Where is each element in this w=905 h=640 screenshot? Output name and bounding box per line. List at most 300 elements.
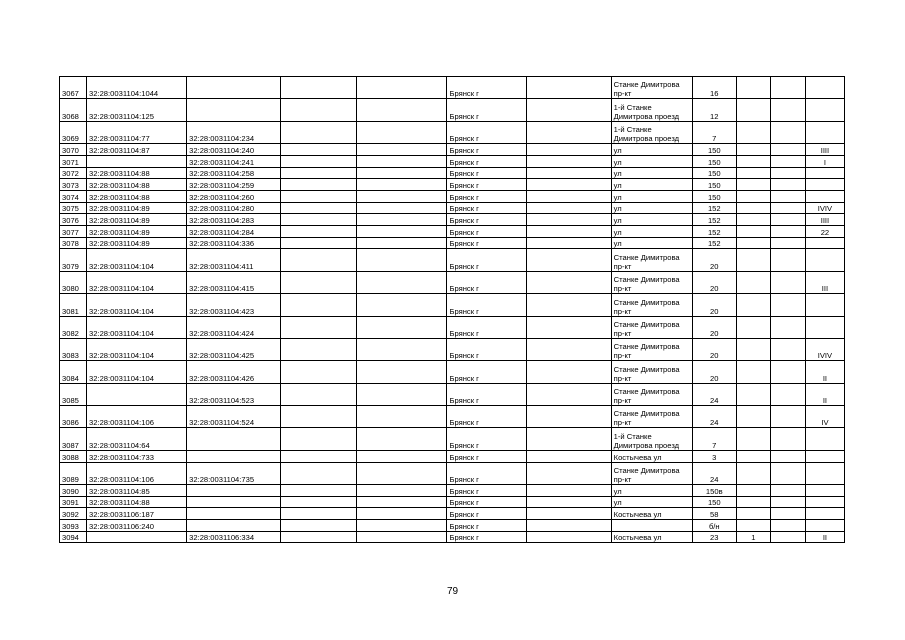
cell-col7 xyxy=(526,462,611,484)
row-number: 3071 xyxy=(60,155,87,167)
cadastral-number: 32:28:0031104:88 xyxy=(87,167,187,179)
cell-col5 xyxy=(357,237,447,249)
street-name: 1-й Станке Димитрова проезд xyxy=(611,428,692,450)
table-row xyxy=(60,462,845,484)
linked-cadastral-number: 32:28:0031104:735 xyxy=(187,462,281,484)
cell-col10 xyxy=(736,155,770,167)
house-number: 150 xyxy=(692,496,736,508)
house-number: 150в xyxy=(692,484,736,496)
row-number: 3070 xyxy=(60,144,87,156)
row-number: 3081 xyxy=(60,294,87,316)
city-name: Брянск г xyxy=(447,508,526,520)
cadastral-number: 32:28:0031104:104 xyxy=(87,271,187,293)
city-name: Брянск г xyxy=(447,361,526,383)
cell-col12 xyxy=(805,508,844,520)
cell-col7 xyxy=(526,383,611,405)
cell-col12: IIII xyxy=(805,144,844,156)
row-number: 3068 xyxy=(60,99,87,121)
linked-cadastral-number: 32:28:0031106:334 xyxy=(187,531,281,543)
linked-cadastral-number: 32:28:0031104:523 xyxy=(187,383,281,405)
table-row xyxy=(60,383,845,405)
cell-col11 xyxy=(770,237,805,249)
cadastral-number: 32:28:0031104:88 xyxy=(87,190,187,202)
row-number: 3072 xyxy=(60,167,87,179)
house-number: 152 xyxy=(692,225,736,237)
row-number: 3089 xyxy=(60,462,87,484)
cell-col12 xyxy=(805,190,844,202)
cell-col10 xyxy=(736,237,770,249)
cell-col11 xyxy=(770,155,805,167)
row-number: 3067 xyxy=(60,77,87,99)
row-number: 3091 xyxy=(60,496,87,508)
cell-col7 xyxy=(526,271,611,293)
row-number: 3075 xyxy=(60,202,87,214)
cell-col5 xyxy=(357,406,447,428)
cadastral-number: 32:28:0031106:240 xyxy=(87,520,187,532)
house-number: 24 xyxy=(692,462,736,484)
cell-col7 xyxy=(526,294,611,316)
linked-cadastral-number: 32:28:0031104:415 xyxy=(187,271,281,293)
cell-col11 xyxy=(770,167,805,179)
cell-col7 xyxy=(526,167,611,179)
cell-col4 xyxy=(281,496,357,508)
city-name: Брянск г xyxy=(447,121,526,143)
cell-col5 xyxy=(357,77,447,99)
cell-col5 xyxy=(357,167,447,179)
cadastral-number: 32:28:0031104:106 xyxy=(87,462,187,484)
house-number: б/н xyxy=(692,520,736,532)
house-number: 12 xyxy=(692,99,736,121)
cell-col5 xyxy=(357,484,447,496)
street-name: 1-й Станке Димитрова проезд xyxy=(611,99,692,121)
house-number: 7 xyxy=(692,428,736,450)
cell-col11 xyxy=(770,179,805,191)
street-name: Костычева ул xyxy=(611,508,692,520)
cell-col12 xyxy=(805,99,844,121)
cell-col10 xyxy=(736,214,770,226)
cell-col4 xyxy=(281,338,357,360)
table-row xyxy=(60,496,845,508)
cadastral-number xyxy=(87,383,187,405)
house-number: 7 xyxy=(692,121,736,143)
cell-col4 xyxy=(281,294,357,316)
table-row xyxy=(60,271,845,293)
linked-cadastral-number: 32:28:0031104:258 xyxy=(187,167,281,179)
house-number: 20 xyxy=(692,249,736,271)
cell-col10 xyxy=(736,225,770,237)
city-name: Брянск г xyxy=(447,294,526,316)
street-name: Костычева ул xyxy=(611,531,692,543)
cell-col4 xyxy=(281,520,357,532)
cell-col12 xyxy=(805,77,844,99)
house-number: 150 xyxy=(692,155,736,167)
street-name: ул xyxy=(611,496,692,508)
cell-col5 xyxy=(357,428,447,450)
cell-col12 xyxy=(805,316,844,338)
table-row xyxy=(60,508,845,520)
cell-col7 xyxy=(526,225,611,237)
house-number: 23 xyxy=(692,531,736,543)
cell-col7 xyxy=(526,520,611,532)
cell-col10 xyxy=(736,316,770,338)
linked-cadastral-number xyxy=(187,99,281,121)
cadastral-number: 32:28:0031104:88 xyxy=(87,496,187,508)
street-name: Станке Димитрова пр-кт xyxy=(611,77,692,99)
cell-col11 xyxy=(770,316,805,338)
row-number: 3082 xyxy=(60,316,87,338)
city-name: Брянск г xyxy=(447,77,526,99)
linked-cadastral-number xyxy=(187,484,281,496)
cell-col11 xyxy=(770,520,805,532)
house-number: 16 xyxy=(692,77,736,99)
city-name: Брянск г xyxy=(447,271,526,293)
row-number: 3069 xyxy=(60,121,87,143)
cell-col7 xyxy=(526,190,611,202)
table-row xyxy=(60,225,845,237)
cell-col4 xyxy=(281,190,357,202)
row-number: 3078 xyxy=(60,237,87,249)
cell-col7 xyxy=(526,179,611,191)
cell-col11 xyxy=(770,225,805,237)
linked-cadastral-number xyxy=(187,496,281,508)
table-row xyxy=(60,361,845,383)
city-name: Брянск г xyxy=(447,428,526,450)
cell-col11 xyxy=(770,144,805,156)
cell-col7 xyxy=(526,450,611,462)
table-row xyxy=(60,77,845,99)
cell-col5 xyxy=(357,225,447,237)
cell-col11 xyxy=(770,428,805,450)
cell-col5 xyxy=(357,271,447,293)
cell-col11 xyxy=(770,496,805,508)
city-name: Брянск г xyxy=(447,179,526,191)
cell-col10: 1 xyxy=(736,531,770,543)
house-number: 150 xyxy=(692,144,736,156)
cell-col4 xyxy=(281,462,357,484)
street-name: ул xyxy=(611,167,692,179)
cell-col11 xyxy=(770,202,805,214)
table-row xyxy=(60,428,845,450)
table-row xyxy=(60,520,845,532)
cell-col10 xyxy=(736,338,770,360)
street-name: Станке Димитрова пр-кт xyxy=(611,383,692,405)
cadastral-number: 32:28:0031104:89 xyxy=(87,225,187,237)
street-name: ул xyxy=(611,214,692,226)
cell-col4 xyxy=(281,531,357,543)
house-number: 152 xyxy=(692,202,736,214)
city-name: Брянск г xyxy=(447,496,526,508)
linked-cadastral-number: 32:28:0031104:260 xyxy=(187,190,281,202)
cell-col7 xyxy=(526,121,611,143)
table-row xyxy=(60,406,845,428)
cell-col7 xyxy=(526,338,611,360)
cadastral-number xyxy=(87,531,187,543)
cell-col5 xyxy=(357,99,447,121)
house-number: 150 xyxy=(692,190,736,202)
cell-col12: IIII xyxy=(805,214,844,226)
cadastral-number: 32:28:0031106:187 xyxy=(87,508,187,520)
house-number: 20 xyxy=(692,271,736,293)
cell-col12 xyxy=(805,121,844,143)
cell-col4 xyxy=(281,77,357,99)
cell-col10 xyxy=(736,484,770,496)
cell-col12: IVIV xyxy=(805,338,844,360)
cell-col5 xyxy=(357,179,447,191)
linked-cadastral-number: 32:28:0031104:426 xyxy=(187,361,281,383)
cell-col12: II xyxy=(805,531,844,543)
cadastral-number: 32:28:0031104:77 xyxy=(87,121,187,143)
cell-col4 xyxy=(281,361,357,383)
street-name: ул xyxy=(611,225,692,237)
cell-col10 xyxy=(736,450,770,462)
house-number: 20 xyxy=(692,294,736,316)
linked-cadastral-number: 32:28:0031104:411 xyxy=(187,249,281,271)
house-number: 20 xyxy=(692,361,736,383)
cell-col12 xyxy=(805,294,844,316)
street-name: ул xyxy=(611,155,692,167)
house-number: 150 xyxy=(692,179,736,191)
cadastral-number: 32:28:0031104:125 xyxy=(87,99,187,121)
linked-cadastral-number: 32:28:0031104:234 xyxy=(187,121,281,143)
table-row xyxy=(60,121,845,143)
table-row xyxy=(60,167,845,179)
table-row xyxy=(60,249,845,271)
cell-col11 xyxy=(770,361,805,383)
table-row xyxy=(60,214,845,226)
street-name: ул xyxy=(611,190,692,202)
cell-col5 xyxy=(357,508,447,520)
city-name: Брянск г xyxy=(447,190,526,202)
street-name: 1-й Станке Димитрова проезд xyxy=(611,121,692,143)
cell-col7 xyxy=(526,508,611,520)
cell-col7 xyxy=(526,484,611,496)
cell-col11 xyxy=(770,271,805,293)
row-number: 3073 xyxy=(60,179,87,191)
city-name: Брянск г xyxy=(447,450,526,462)
cell-col5 xyxy=(357,450,447,462)
street-name: ул xyxy=(611,144,692,156)
city-name: Брянск г xyxy=(447,531,526,543)
cell-col11 xyxy=(770,214,805,226)
linked-cadastral-number: 32:28:0031104:424 xyxy=(187,316,281,338)
street-name: Станке Димитрова пр-кт xyxy=(611,316,692,338)
cell-col7 xyxy=(526,249,611,271)
linked-cadastral-number: 32:28:0031104:283 xyxy=(187,214,281,226)
table-row xyxy=(60,294,845,316)
cell-col10 xyxy=(736,428,770,450)
row-number: 3093 xyxy=(60,520,87,532)
cell-col10 xyxy=(736,520,770,532)
cell-col5 xyxy=(357,144,447,156)
cadastral-number: 32:28:0031104:89 xyxy=(87,214,187,226)
cell-col12 xyxy=(805,167,844,179)
cell-col12 xyxy=(805,179,844,191)
house-number: 20 xyxy=(692,338,736,360)
cell-col7 xyxy=(526,316,611,338)
cell-col4 xyxy=(281,406,357,428)
street-name: Станке Димитрова пр-кт xyxy=(611,361,692,383)
cell-col7 xyxy=(526,214,611,226)
cell-col7 xyxy=(526,428,611,450)
cell-col12 xyxy=(805,484,844,496)
linked-cadastral-number xyxy=(187,450,281,462)
linked-cadastral-number: 32:28:0031104:425 xyxy=(187,338,281,360)
city-name: Брянск г xyxy=(447,167,526,179)
cell-col7 xyxy=(526,99,611,121)
cell-col4 xyxy=(281,237,357,249)
cadastral-number: 32:28:0031104:104 xyxy=(87,338,187,360)
row-number: 3074 xyxy=(60,190,87,202)
cell-col5 xyxy=(357,316,447,338)
cell-col10 xyxy=(736,144,770,156)
cell-col5 xyxy=(357,531,447,543)
linked-cadastral-number: 32:28:0031104:241 xyxy=(187,155,281,167)
cell-col5 xyxy=(357,214,447,226)
house-number: 24 xyxy=(692,406,736,428)
street-name: ул xyxy=(611,237,692,249)
row-number: 3094 xyxy=(60,531,87,543)
cadastral-number: 32:28:0031104:64 xyxy=(87,428,187,450)
cell-col10 xyxy=(736,361,770,383)
linked-cadastral-number: 32:28:0031104:423 xyxy=(187,294,281,316)
cell-col11 xyxy=(770,249,805,271)
cell-col5 xyxy=(357,294,447,316)
street-name: Станке Димитрова пр-кт xyxy=(611,294,692,316)
linked-cadastral-number: 32:28:0031104:336 xyxy=(187,237,281,249)
cell-col4 xyxy=(281,202,357,214)
cell-col12 xyxy=(805,462,844,484)
cell-col11 xyxy=(770,338,805,360)
city-name: Брянск г xyxy=(447,338,526,360)
row-number: 3085 xyxy=(60,383,87,405)
cell-col5 xyxy=(357,520,447,532)
cell-col4 xyxy=(281,428,357,450)
cell-col12 xyxy=(805,237,844,249)
cell-col5 xyxy=(357,121,447,143)
cell-col12 xyxy=(805,428,844,450)
cell-col10 xyxy=(736,271,770,293)
city-name: Брянск г xyxy=(447,225,526,237)
cadastral-number: 32:28:0031104:104 xyxy=(87,294,187,316)
cell-col4 xyxy=(281,179,357,191)
cell-col5 xyxy=(357,338,447,360)
cell-col11 xyxy=(770,531,805,543)
cell-col10 xyxy=(736,249,770,271)
cell-col10 xyxy=(736,99,770,121)
house-number: 152 xyxy=(692,237,736,249)
row-number: 3083 xyxy=(60,338,87,360)
table-row xyxy=(60,99,845,121)
cell-col11 xyxy=(770,406,805,428)
house-number: 150 xyxy=(692,167,736,179)
cell-col12: IV xyxy=(805,406,844,428)
house-number: 58 xyxy=(692,508,736,520)
cell-col11 xyxy=(770,190,805,202)
city-name: Брянск г xyxy=(447,237,526,249)
cell-col7 xyxy=(526,531,611,543)
cell-col11 xyxy=(770,77,805,99)
cell-col12: I xyxy=(805,155,844,167)
cell-col10 xyxy=(736,294,770,316)
cell-col4 xyxy=(281,214,357,226)
house-number: 24 xyxy=(692,383,736,405)
cell-col7 xyxy=(526,237,611,249)
cell-col4 xyxy=(281,167,357,179)
city-name: Брянск г xyxy=(447,383,526,405)
table-row xyxy=(60,484,845,496)
table-row xyxy=(60,190,845,202)
house-number: 3 xyxy=(692,450,736,462)
page-number: 79 xyxy=(446,586,459,597)
linked-cadastral-number xyxy=(187,428,281,450)
cadastral-number: 32:28:0031104:104 xyxy=(87,316,187,338)
linked-cadastral-number: 32:28:0031104:280 xyxy=(187,202,281,214)
cell-col4 xyxy=(281,508,357,520)
cell-col11 xyxy=(770,450,805,462)
cell-col7 xyxy=(526,144,611,156)
cell-col12 xyxy=(805,520,844,532)
cell-col10 xyxy=(736,77,770,99)
cell-col4 xyxy=(281,144,357,156)
cell-col11 xyxy=(770,508,805,520)
table-row xyxy=(60,316,845,338)
cell-col12: III xyxy=(805,271,844,293)
row-number: 3087 xyxy=(60,428,87,450)
city-name: Брянск г xyxy=(447,202,526,214)
cell-col10 xyxy=(736,462,770,484)
linked-cadastral-number xyxy=(187,508,281,520)
cell-col10 xyxy=(736,179,770,191)
row-number: 3080 xyxy=(60,271,87,293)
linked-cadastral-number xyxy=(187,520,281,532)
row-number: 3092 xyxy=(60,508,87,520)
street-name xyxy=(611,520,692,532)
cell-col10 xyxy=(736,121,770,143)
row-number: 3076 xyxy=(60,214,87,226)
cell-col5 xyxy=(357,462,447,484)
cell-col5 xyxy=(357,155,447,167)
cell-col11 xyxy=(770,294,805,316)
cadastral-number: 32:28:0031104:1044 xyxy=(87,77,187,99)
row-number: 3088 xyxy=(60,450,87,462)
cell-col4 xyxy=(281,225,357,237)
cell-col10 xyxy=(736,383,770,405)
cadastral-number: 32:28:0031104:104 xyxy=(87,361,187,383)
cell-col4 xyxy=(281,383,357,405)
street-name: Станке Димитрова пр-кт xyxy=(611,249,692,271)
table-row xyxy=(60,237,845,249)
cell-col4 xyxy=(281,99,357,121)
row-number: 3090 xyxy=(60,484,87,496)
linked-cadastral-number: 32:28:0031104:524 xyxy=(187,406,281,428)
cadastral-number: 32:28:0031104:104 xyxy=(87,249,187,271)
cell-col12 xyxy=(805,496,844,508)
cell-col7 xyxy=(526,202,611,214)
cell-col4 xyxy=(281,316,357,338)
city-name: Брянск г xyxy=(447,316,526,338)
cell-col5 xyxy=(357,496,447,508)
street-name: Станке Димитрова пр-кт xyxy=(611,406,692,428)
row-number: 3077 xyxy=(60,225,87,237)
cell-col5 xyxy=(357,202,447,214)
cell-col4 xyxy=(281,484,357,496)
cell-col4 xyxy=(281,155,357,167)
cell-col4 xyxy=(281,249,357,271)
cell-col10 xyxy=(736,190,770,202)
cell-col4 xyxy=(281,271,357,293)
cadastral-number: 32:28:0031104:85 xyxy=(87,484,187,496)
city-name: Брянск г xyxy=(447,155,526,167)
